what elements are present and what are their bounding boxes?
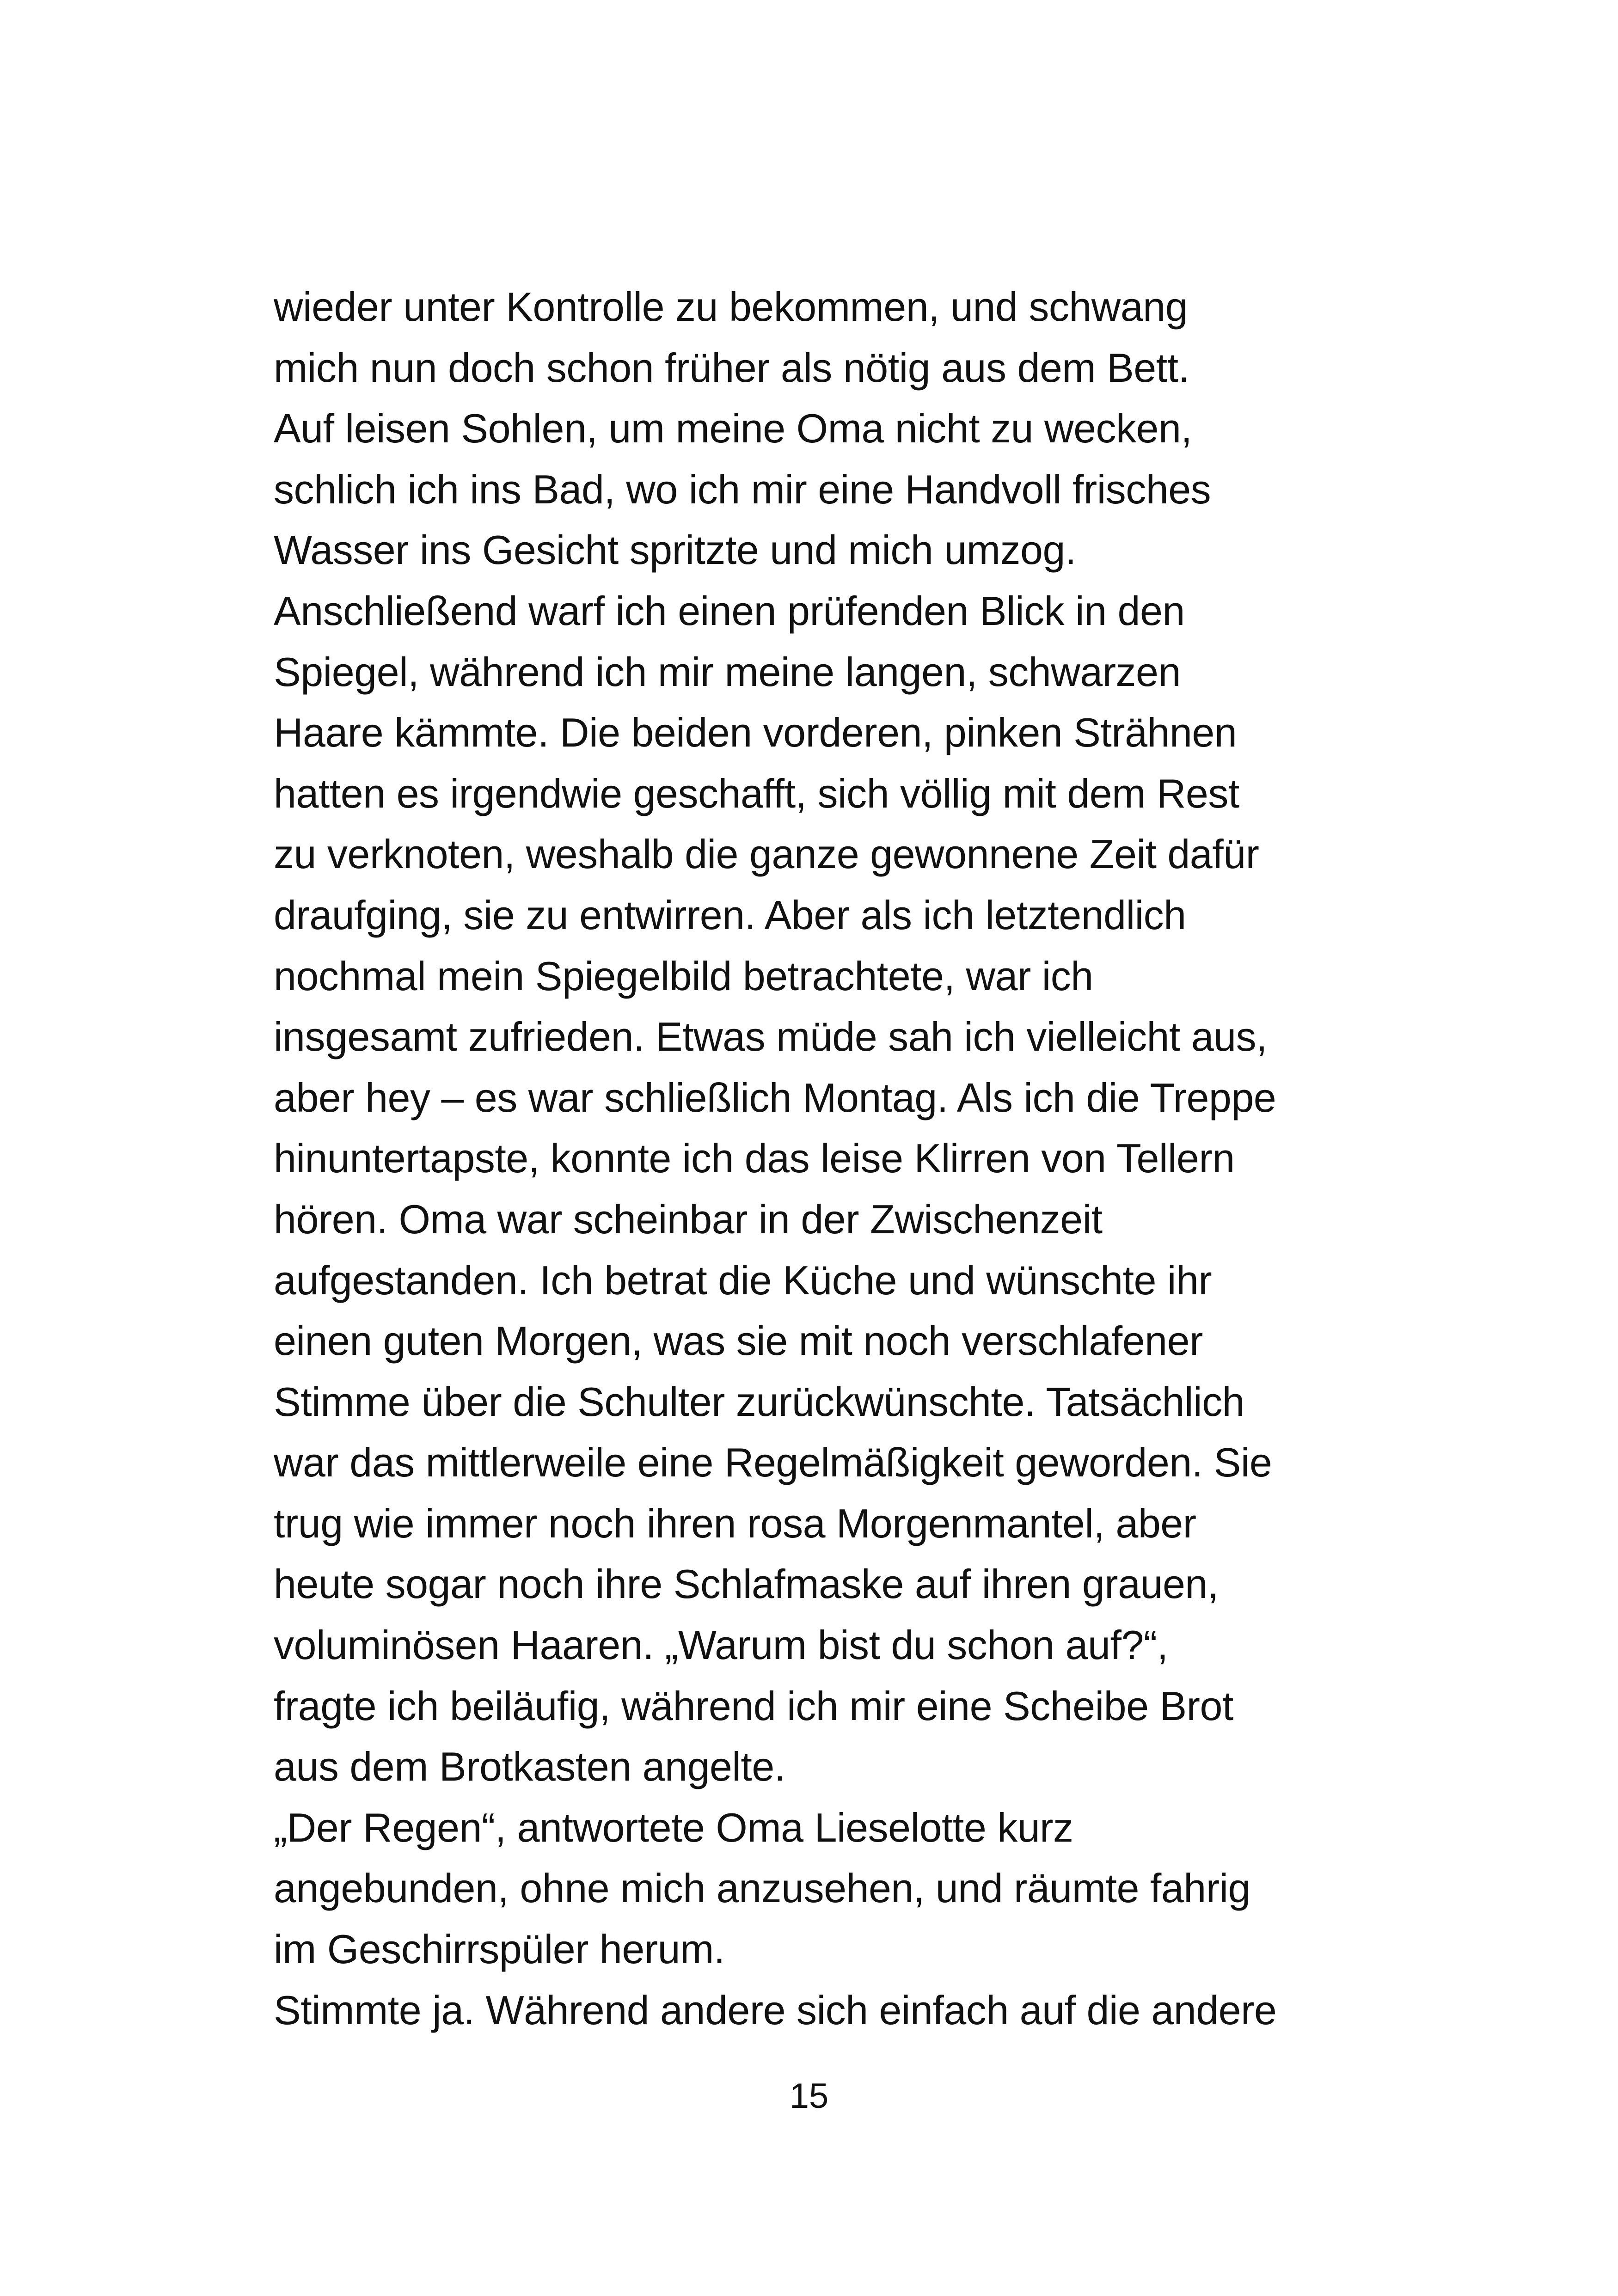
text-line: hinuntertapste, konnte ich das leise Klirren von Tellern (274, 1135, 1235, 1182)
text-line: mich nun doch schon früher als nötig aus dem Bett. (274, 344, 1189, 391)
text-line: draufging, sie zu entwirren. Aber als ich letztendlich (274, 892, 1186, 938)
text-line: einen guten Morgen, was sie mit noch verschlafener (274, 1318, 1203, 1364)
text-line: voluminösen Haaren. „Warum bist du schon auf?“, (274, 1622, 1168, 1668)
text-line: Haare kämmte. Die beiden vorderen, pinken Strähnen (274, 710, 1237, 756)
text-line: hören. Oma war scheinbar in der Zwischenzeit (274, 1196, 1103, 1242)
text-line: trug wie immer noch ihren rosa Morgenmantel, aber (274, 1500, 1196, 1546)
text-line: zu verknoten, weshalb die ganze gewonnene Zeit dafür (274, 831, 1259, 877)
text-line: heute sogar noch ihre Schlafmaske auf ihren grauen, (274, 1561, 1219, 1607)
text-line: aufgestanden. Ich betrat die Küche und wünschte ihr (274, 1257, 1212, 1303)
text-line: Stimmte ja. Während andere sich einfach auf die andere (274, 1987, 1277, 2033)
text-line: „Der Regen“, antwortete Oma Lieselotte kurz (274, 1804, 1073, 1850)
text-line: Auf leisen Sohlen, um meine Oma nicht zu wecken, (274, 405, 1192, 452)
text-line: angebunden, ohne mich anzusehen, und räumte fahrig (274, 1865, 1250, 1911)
text-line: fragte ich beiläufig, während ich mir eine Scheibe Brot (274, 1683, 1233, 1729)
text-line: aber hey – es war schließlich Montag. Als ich die Treppe (274, 1074, 1276, 1120)
text-line: wieder unter Kontrolle zu bekommen, und schwang (274, 284, 1188, 330)
text-line: insgesamt zufrieden. Etwas müde sah ich vielleicht aus, (274, 1014, 1268, 1060)
text-line: schlich ich ins Bad, wo ich mir eine Handvoll frisches (274, 466, 1211, 512)
text-line: hatten es irgendwie geschafft, sich völlig mit dem Rest (274, 770, 1239, 816)
text-line: Wasser ins Gesicht spritzte und mich umzog. (274, 527, 1076, 573)
body-text (274, 276, 1383, 2040)
text-line: Anschließend warf ich einen prüfenden Blick in den (274, 588, 1185, 634)
text-line: Stimme über die Schulter zurückwünschte. Tatsächlich (274, 1378, 1245, 1425)
text-line: Spiegel, während ich mir meine langen, schwarzen (274, 649, 1181, 695)
text-line: im Geschirrspüler herum. (274, 1926, 725, 1972)
text-line: war das mittlerweile eine Regelmäßigkeit geworden. Sie (274, 1439, 1272, 1486)
text-line: nochmal mein Spiegelbild betrachtete, war ich (274, 953, 1093, 999)
page-number: 15 (789, 2076, 829, 2116)
text-line: aus dem Brotkasten angelte. (274, 1744, 785, 1790)
